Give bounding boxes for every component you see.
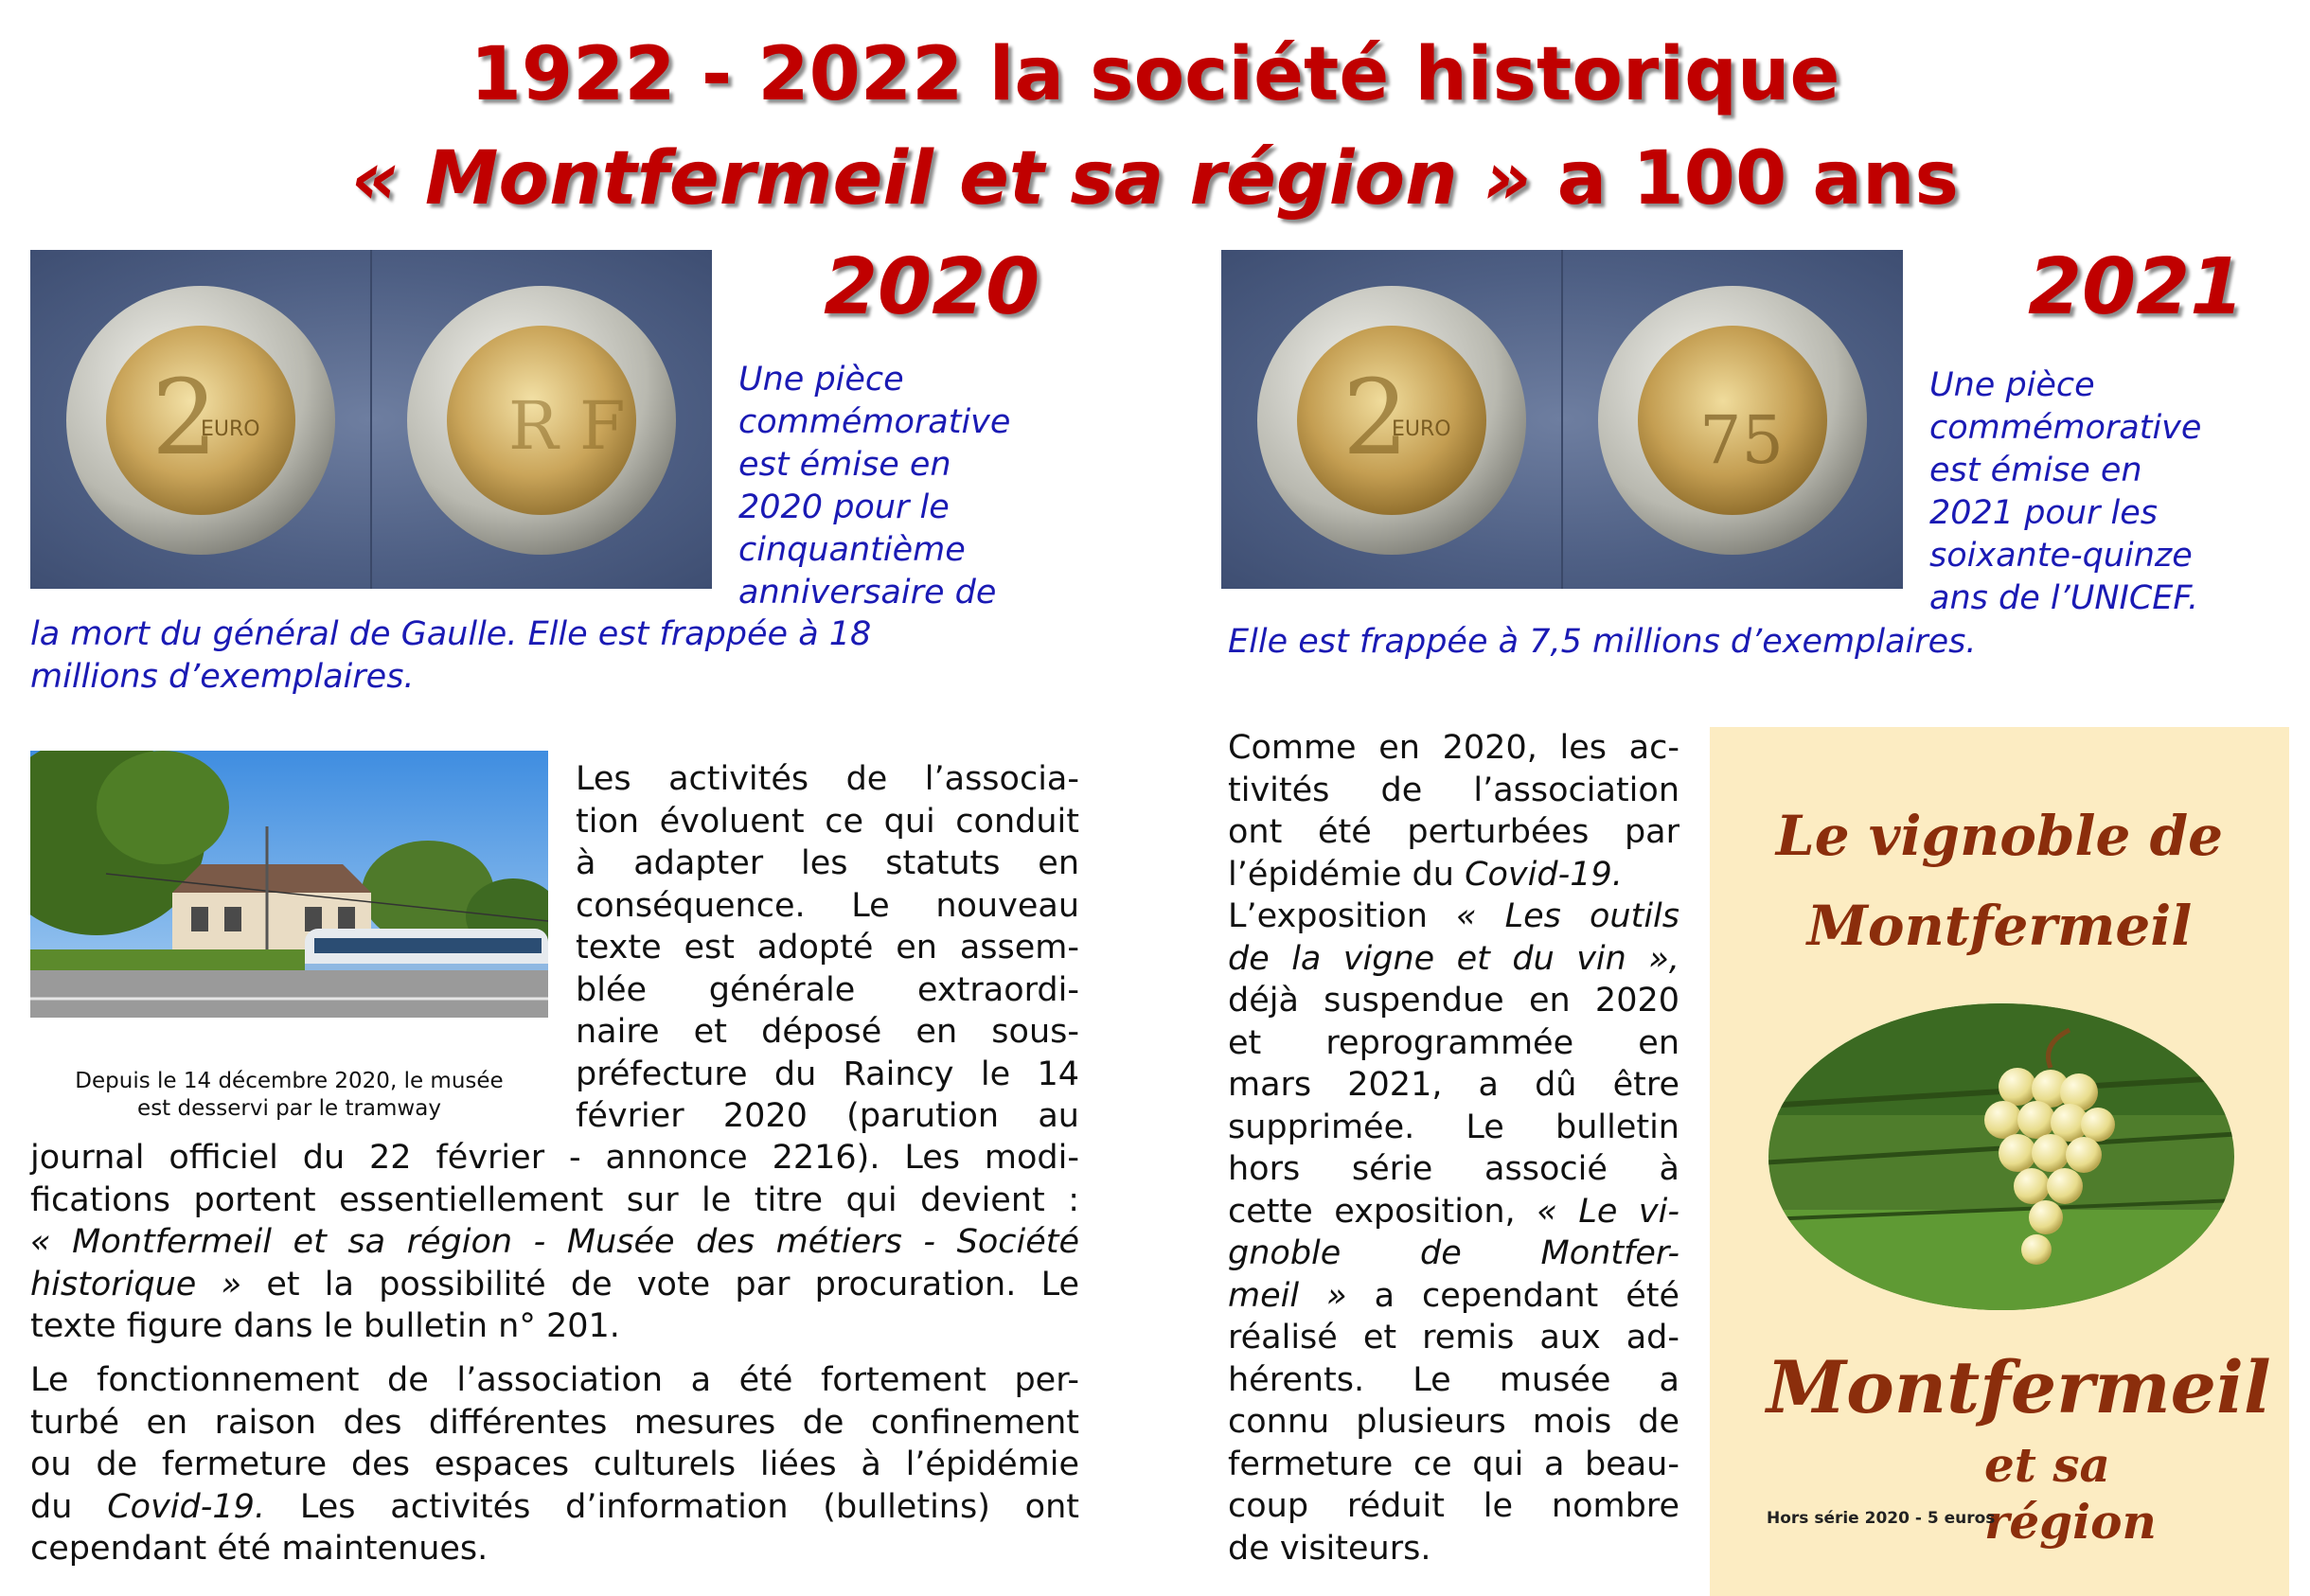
coin-back-2020 <box>407 286 676 555</box>
cover-brand-sub: et sa région <box>1984 1437 2157 1550</box>
title-suffix: a 100 ans <box>1531 136 1959 222</box>
left-article-body: journal officiel du 22 février - annonce 2216). Les modi- fications portent essentiellement sur le titre qui devient : « Montfermeil et sa région - Musée des métiers - Société historique » et la possibilité de vote par procuration. Le texte figure dans le bulletin n° 201. <box>30 1139 1079 1345</box>
coin-photo-2021 <box>1221 250 1903 589</box>
right-article: Comme en 2020, les ac- tivités de l’association ont été perturbées par l’épidémie du Covid-19. L’exposition « Les outils de la vigne et du vin », déjà suspendue en 2020 et reprogrammée en mars 2021, a dû être supprimée. Le bulletin hors série associé à cette exposition, « Le vi- gnoble de Montfer- meil » a cependant été réalisé et remis aux ad- hérents. Le musée a connu plusieurs mois de fermeture ce qui a beau- coup réduit le nombre de visiteurs. <box>1228 729 1679 1568</box>
tram-photo <box>30 751 548 1018</box>
cover-vineyard-image <box>1767 1002 2236 1312</box>
svg-text:EURO: EURO <box>201 417 260 441</box>
bulletin-cover <box>1710 727 2289 1596</box>
coin-front-2021 <box>1257 286 1526 555</box>
cover-brand: Montfermeil <box>1767 1345 2271 1429</box>
svg-text:R F: R F <box>508 387 626 465</box>
title-society-name: « Montfermeil et sa région » <box>351 136 1532 222</box>
cover-title-line1: Le vignoble de <box>1775 804 2224 868</box>
coin-2021-description: Une pièce commémorative est émise en 2021 pour les soixante-quinze ans de l’UNICEF. <box>1929 366 2202 617</box>
tram-photo-caption: Depuis le 14 décembre 2020, le musée est desservi par le tramway <box>75 1069 504 1121</box>
svg-text:EURO: EURO <box>1392 417 1451 441</box>
cover-footer: Hors série 2020 - 5 euros <box>1767 1509 1996 1528</box>
coin-2020-description-cont: la mort du général de Gaulle. Elle est frappée à 18 millions d’exemplaires. <box>30 615 872 696</box>
coin-front-2020 <box>66 286 335 555</box>
coin-photo-2020 <box>30 250 712 589</box>
svg-text:2: 2 <box>151 357 218 478</box>
page-title-line2 <box>0 136 2310 222</box>
svg-text:2: 2 <box>1342 357 1409 478</box>
coin-2021-description-cont: Elle est frappée à 7,5 millions d’exemplaires. <box>1228 623 1977 661</box>
left-article-wrap: Les activités de l’associa- tion évoluent ce qui conduit à adapter les statuts en conséquence. Le nouveau texte est adopté en assem- blée générale extraordi- naire et déposé en sous- préfecture du Raincy le 14 février 2020 (parution au <box>576 760 1079 1135</box>
year-2020: 2020 <box>824 242 1040 332</box>
year-2021: 2021 <box>2028 242 2245 332</box>
left-article-para2: Le fonctionnement de l’association a été fortement per- turbé en raison des différentes mesures de confinement ou de fermeture des espaces culturels liées à l’épidémie du Covid-19. Les activités d’information (bulletins) ont cependant été maintenues. <box>30 1361 1079 1568</box>
coin-2020-description: Une pièce commémorative est émise en 2020 pour le cinquantième anniversaire de <box>738 361 1011 612</box>
cover-title-line2: Montfermeil <box>1806 894 2193 958</box>
coin-back-2021 <box>1598 286 1867 555</box>
svg-text:75: 75 <box>1699 401 1785 479</box>
page-title-line1: 1922 - 2022 la société historique <box>470 32 1840 117</box>
